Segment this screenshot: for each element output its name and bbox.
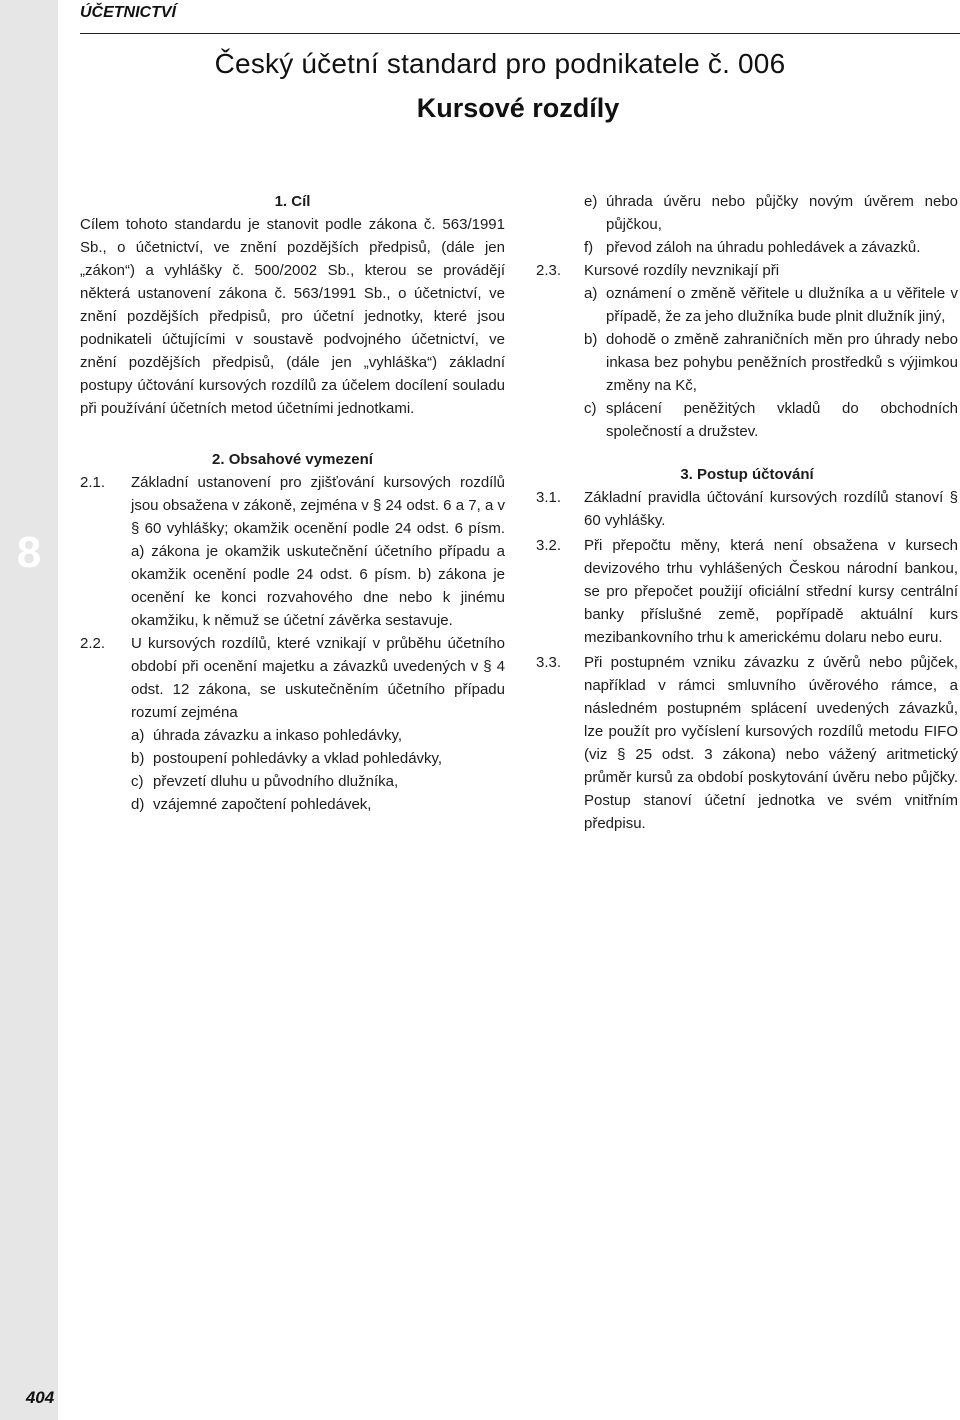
list-letter: a): [131, 727, 145, 744]
document-title: Český účetní standard pro podnikatele č. 006: [214, 48, 786, 79]
list-letter: a): [584, 285, 598, 302]
list-item: [131, 770, 505, 793]
list-item: [131, 747, 505, 770]
list-text: splácení peněžitých vkladů do obchodních společností a družstev.: [606, 400, 958, 440]
item-text: U kursových rozdílů, které vznikají v průběhu účetního období při ocenění majetku a závazků uvedených v § 4 odst. 12 zákona, se uskutečněním účetního případu rozumí zejména: [131, 635, 505, 721]
list-letter: c): [584, 400, 597, 417]
list-text: postoupení pohledávky a vklad pohledávky,: [153, 750, 443, 767]
header-divider: [80, 33, 960, 34]
list-letter: b): [584, 331, 598, 348]
list-text: úhrada závazku a inkaso pohledávky,: [153, 727, 403, 744]
list-letter: e): [584, 193, 598, 210]
item-3-2: [536, 534, 958, 649]
item-number: 3.1.: [536, 489, 562, 506]
item-text: Kursové rozdíly nevznikají při: [584, 262, 780, 279]
section-2-heading: 2. Obsahové vymezení: [212, 451, 373, 468]
list-letter: b): [131, 750, 145, 767]
item-number: 2.3.: [536, 262, 562, 279]
list-item: [584, 282, 958, 328]
list-text: oznámení o změně věřitele u dlužníka a u věřitele v případě, že za jeho dlužníka bude plnit dlužník jiný,: [606, 285, 958, 325]
list-text: vzájemné započtení pohledávek,: [153, 796, 372, 813]
item-text: Při přepočtu měny, která není obsažena v kursech devizového trhu vyhlášených Českou národní bankou, se pro přepočet použijí oficiální střední kursy centrální banky příslušné země, popřípadě aktuální kurs mezibankovního trhu k americkému dolaru nebo euru.: [584, 537, 958, 646]
section-header-label: ÚČETNICTVÍ: [80, 4, 176, 21]
item-2-1: [80, 471, 505, 632]
item-number: 3.2.: [536, 537, 562, 554]
list-item: [131, 724, 505, 747]
section-1-heading: 1. Cíl: [274, 193, 311, 210]
item-number: 2.2.: [80, 635, 106, 652]
item-3-3: [536, 651, 958, 835]
list-item: [584, 328, 958, 397]
list-text: úhrada úvěru nebo půjčky novým úvěrem nebo půjčkou,: [606, 193, 958, 233]
item-2-2: [80, 632, 505, 816]
right-column: [536, 190, 958, 835]
list-letter: f): [584, 239, 594, 256]
chapter-number: 8: [16, 528, 42, 577]
document-subtitle: Kursové rozdíly: [416, 93, 620, 123]
continued-list: [536, 190, 958, 259]
section-1-paragraph: Cílem tohoto standardu je stanovit podle zákona č. 563/1991 Sb., o účetnictví, ve znění pozdějších předpisů, (dále jen „zákon“) a vyhlášky č. 500/2002 Sb., kterou se provádějí některá ustanovení zákona č. 563/1991 Sb., o účetnictví, ve znění pozdějších předpisů, pro účetní jednotky, které jsou podnikateli účtujícími v soustavě podvojného účetnictví, ve znění pozdějších předpisů, (dále jen „vyhláška“) základní postupy účtování kursových rozdílů za účelem docílení souladu při používání účetních metod účetními jednotkami.: [80, 216, 505, 417]
list-letter: c): [131, 773, 144, 790]
item-text: Základní pravidla účtování kursových rozdílů stanoví § 60 vyhlášky.: [584, 489, 958, 529]
list-text: dohodě o změně zahraničních měn pro úhrady nebo inkasa bez pohybu peněžních prostředků s výjimkou změny na Kč,: [606, 331, 958, 394]
item-text: Při postupném vzniku závazku z úvěrů nebo půjček, například v rámci smluvního úvěrového rámce, a následném postupném splácení uvedených závazků, lze použít pro vyčíslení kursových rozdílů metodu FIFO (viz § 25 odst. 3 zákona) nebo vážený aritmetický průměr kursů za období poskytování úvěru nebo půjčky. Postup stanoví účetní jednotka ve svém vnitřním předpisu.: [584, 654, 958, 832]
list-item: [584, 190, 958, 236]
list-item: [131, 793, 505, 816]
item-2-3: [536, 259, 958, 443]
list-text: převod záloh na úhradu pohledávek a závazků.: [606, 239, 921, 256]
list-item: [584, 236, 958, 259]
item-number: 2.1.: [80, 474, 106, 491]
item-number: 3.3.: [536, 654, 562, 671]
section-3-heading: 3. Postup účtování: [680, 466, 814, 483]
list-letter: d): [131, 796, 145, 813]
chapter-sidebar: [0, 0, 58, 1420]
list-text: převzetí dluhu u původního dlužníka,: [153, 773, 399, 790]
item-3-1: [536, 486, 958, 532]
list-item: [584, 397, 958, 443]
left-column: [80, 190, 505, 816]
item-text: Základní ustanovení pro zjišťování kursových rozdílů jsou obsažena v zákoně, zejména v § 24 odst. 6 a 7, a v § 60 vyhlášky; okamžik ocenění podle 24 odst. 6 písm. a) zákona je okamžik uskutečnění účetního případu a okamžik ocenění podle 24 odst. 6 písm. b) zákona je ocenění ke konci rozvahového dne nebo k jinému okamžiku, k němuž se účetní závěrka sestavuje.: [131, 474, 505, 629]
page-number: 404: [25, 1388, 55, 1407]
